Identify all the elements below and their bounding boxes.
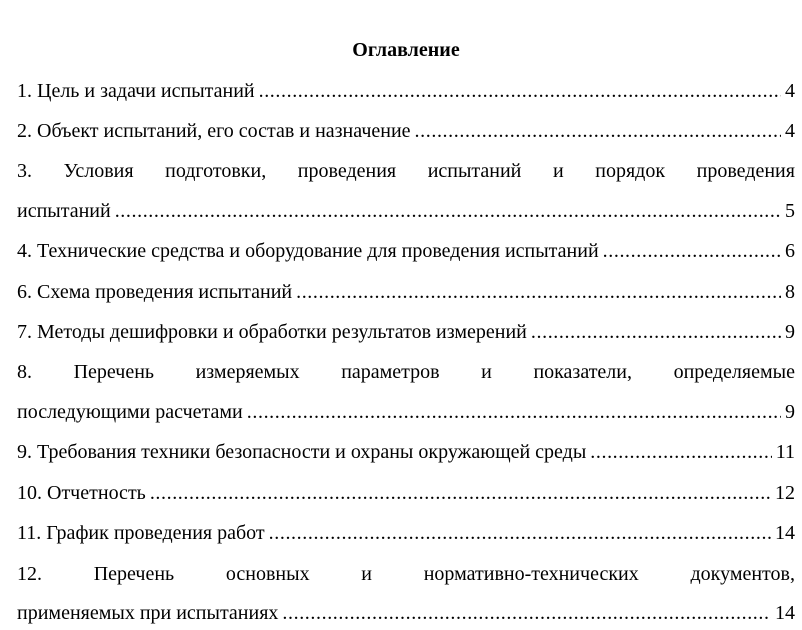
toc-entry-text: 4. Технические средства и оборудование для проведения испытаний xyxy=(17,240,599,262)
toc-entry-page: 4 xyxy=(785,120,795,142)
toc-entry-text: последующими расчетами xyxy=(17,401,243,423)
toc-word: 8. xyxy=(17,361,32,383)
toc-word: проведения xyxy=(696,160,795,182)
dot-leader xyxy=(296,280,781,304)
toc-entry xyxy=(17,119,795,143)
toc-entry-page: 5 xyxy=(785,200,795,222)
toc-entry xyxy=(17,521,795,545)
toc-entry-text: 10. Отчетность xyxy=(17,482,146,504)
toc-entry-text: 11. График проведения работ xyxy=(17,522,265,544)
toc-word: измеряемых xyxy=(195,361,300,383)
toc-entry-text: применяемых при испытаниях xyxy=(17,602,279,624)
toc-entry-page: 14 xyxy=(775,602,795,624)
toc-entry-text: испытаний xyxy=(17,200,111,222)
toc-entry-line1 xyxy=(17,562,795,586)
toc-entry-page: 8 xyxy=(785,281,795,303)
toc-word: показатели, xyxy=(533,361,632,383)
toc-entry-page: 9 xyxy=(785,401,795,423)
toc-word: 12. xyxy=(17,563,42,585)
toc-entry-line1 xyxy=(17,360,795,384)
toc-word: Перечень xyxy=(93,563,175,585)
toc-entry xyxy=(17,280,795,304)
toc-word: и xyxy=(552,160,564,182)
toc-word: испытаний xyxy=(427,160,522,182)
dot-leader xyxy=(150,481,771,505)
toc-entry-page: 14 xyxy=(775,522,795,544)
toc-entry-page: 4 xyxy=(785,80,795,102)
toc-entry xyxy=(17,199,795,223)
toc-entry-page: 9 xyxy=(785,321,795,343)
toc-entry-text: 9. Требования техники безопасности и охраны окружающей среды xyxy=(17,441,587,463)
toc-word: основных xyxy=(225,563,310,585)
toc-entry-text: 2. Объект испытаний, его состав и назначение xyxy=(17,120,411,142)
toc-entry xyxy=(17,601,795,625)
dot-leader xyxy=(269,521,771,545)
toc-word: и xyxy=(361,563,372,585)
toc-entry xyxy=(17,79,795,103)
toc-entry xyxy=(17,239,795,263)
dot-leader xyxy=(247,400,781,424)
toc-word: порядок xyxy=(595,160,666,182)
toc-title: Оглавление xyxy=(352,39,460,61)
toc-entry xyxy=(17,481,795,505)
toc-entry-text: 1. Цель и задачи испытаний xyxy=(17,80,255,102)
toc-word: нормативно-технических xyxy=(423,563,639,585)
toc-entry xyxy=(17,320,795,344)
toc-entry-page: 12 xyxy=(775,482,795,504)
toc-word: и xyxy=(481,361,492,383)
dot-leader xyxy=(259,79,781,103)
dot-leader xyxy=(531,320,781,344)
toc-entry-line1 xyxy=(17,159,795,183)
toc-entry xyxy=(17,400,795,424)
toc-word: Перечень xyxy=(73,361,155,383)
toc-word: Условия xyxy=(63,160,134,182)
toc-entry-page: 11 xyxy=(775,441,795,463)
toc-word: 3. xyxy=(17,160,32,182)
toc-word: проведения xyxy=(297,160,397,182)
toc-entry-text: 7. Методы дешифровки и обработки результатов измерений xyxy=(17,321,527,343)
dot-leader xyxy=(282,601,771,625)
toc-word: подготовки, xyxy=(165,160,267,182)
toc-entry xyxy=(17,440,795,464)
toc-word: параметров xyxy=(341,361,440,383)
toc-entry-page: 6 xyxy=(785,240,795,262)
dot-leader xyxy=(590,440,771,464)
dot-leader xyxy=(603,239,781,263)
dot-leader xyxy=(115,199,781,223)
dot-leader xyxy=(415,119,781,143)
toc-word: документов, xyxy=(690,563,795,585)
toc-entry-text: 6. Схема проведения испытаний xyxy=(17,281,293,303)
toc-word: определяемые xyxy=(673,361,795,383)
